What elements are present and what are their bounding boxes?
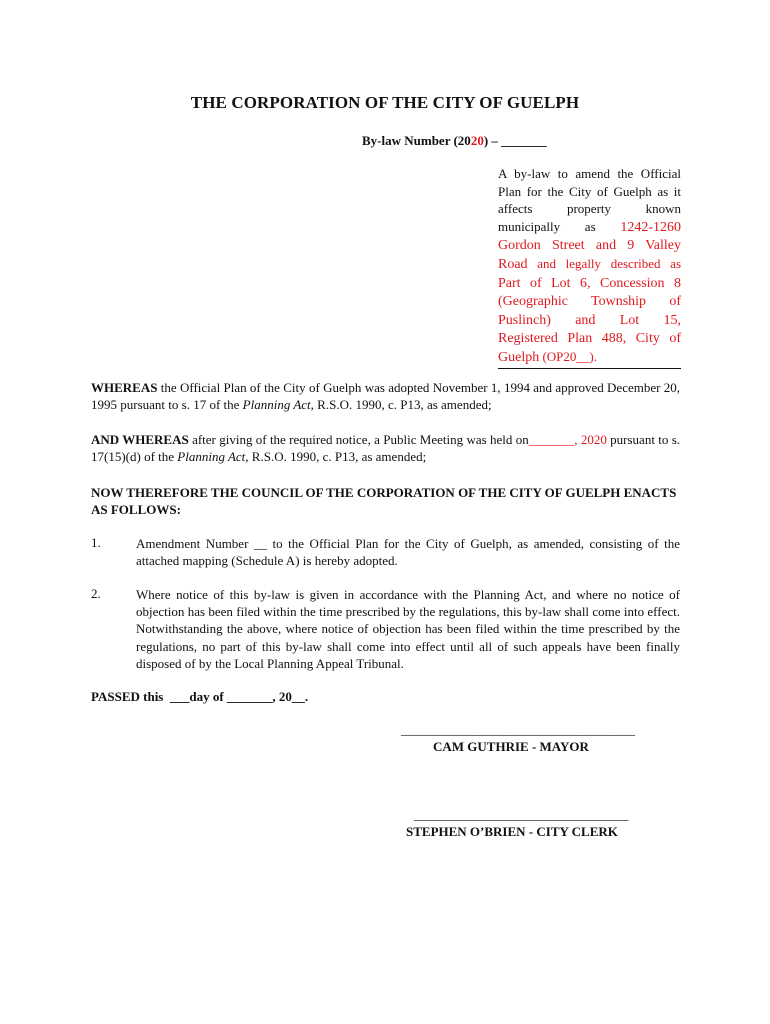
clerk-name: STEPHEN O’BRIEN - CITY CLERK xyxy=(406,824,618,839)
property-address: 1242-1260 Gordon Street and 9 Valley Road xyxy=(498,219,681,272)
item-text: Where notice of this by-law is given in accordance with the Planning Act, and where no notice of objection has been filed within the time prescribed by the regulations, this by-law shall come into effect. Notwithstanding the above, where notice of objection has been filed within the time prescribed by the regulations, no part of this by-law shall come into effect until all of such appeals have been finally disposed of by the Local Planning Appeal Tribunal. xyxy=(136,587,680,671)
and-whereas-tail: , R.S.O. 1990, c. P13, as amended; xyxy=(245,449,427,464)
bylaw-number xyxy=(362,133,547,149)
and-whereas-lead: AND WHEREAS xyxy=(91,432,189,447)
and-whereas-text: after giving of the required notice, a Public Meeting was held on xyxy=(192,432,529,447)
item-text: Amendment Number __ to the Official Plan for the City of Guelph, as amended, consisting of the attached mapping (Schedule A) is hereby adopted. xyxy=(136,536,680,569)
item-number: 2. xyxy=(91,586,101,601)
whereas-act: Planning Act xyxy=(242,397,311,412)
bylaw-summary xyxy=(498,165,681,369)
bylaw-year-suffix: 20 xyxy=(470,133,484,148)
and-whereas-clause xyxy=(91,431,680,465)
meeting-date-blank: _______, 2020 xyxy=(528,432,607,447)
mayor-name: CAM GUTHRIE - MAYOR xyxy=(433,739,589,754)
item-number: 1. xyxy=(91,535,101,550)
whereas-clause xyxy=(91,379,680,413)
bylaw-number-prefix: By-law Number (20 xyxy=(362,133,471,148)
passed-line: PASSED this ___day of _______, 20__. xyxy=(91,689,309,704)
and-whereas-act: Planning Act xyxy=(177,449,246,464)
legal-intro: and legally described as xyxy=(537,255,681,271)
mayor-signature-line: ____________________________________ xyxy=(401,722,635,737)
summary-intro: A by-law to amend the Official Plan for the City of Guelph as it affects property known municipally as xyxy=(498,166,681,234)
and-whereas-middle: pursuant to s. 17(15)(d) of the xyxy=(91,432,681,464)
whereas-tail: , R.S.O. 1990, c. P13, as amended; xyxy=(310,397,492,412)
enacting-clause: NOW THEREFORE THE COUNCIL OF THE CORPORATION OF THE CITY OF GUELPH ENACTS AS FOLLOWS: xyxy=(91,485,677,517)
bylaw-number-suffix: ) – _______ xyxy=(483,133,547,148)
file-number: (OP20__). xyxy=(542,348,597,364)
whereas-lead: WHEREAS xyxy=(91,380,158,395)
document-title: THE CORPORATION OF THE CITY OF GUELPH xyxy=(190,93,580,112)
whereas-text: the Official Plan of the City of Guelph was adopted November 1, 1994 and approved December 20, 1995 pursuant to s. 17 of the xyxy=(91,380,681,412)
legal-description: Part of Lot 6, Concession 8 (Geographic Township of Puslinch) and Lot 15, Registered Plan 488, City of Guelph xyxy=(498,275,681,365)
clerk-signature-line: _________________________________ xyxy=(414,807,629,822)
